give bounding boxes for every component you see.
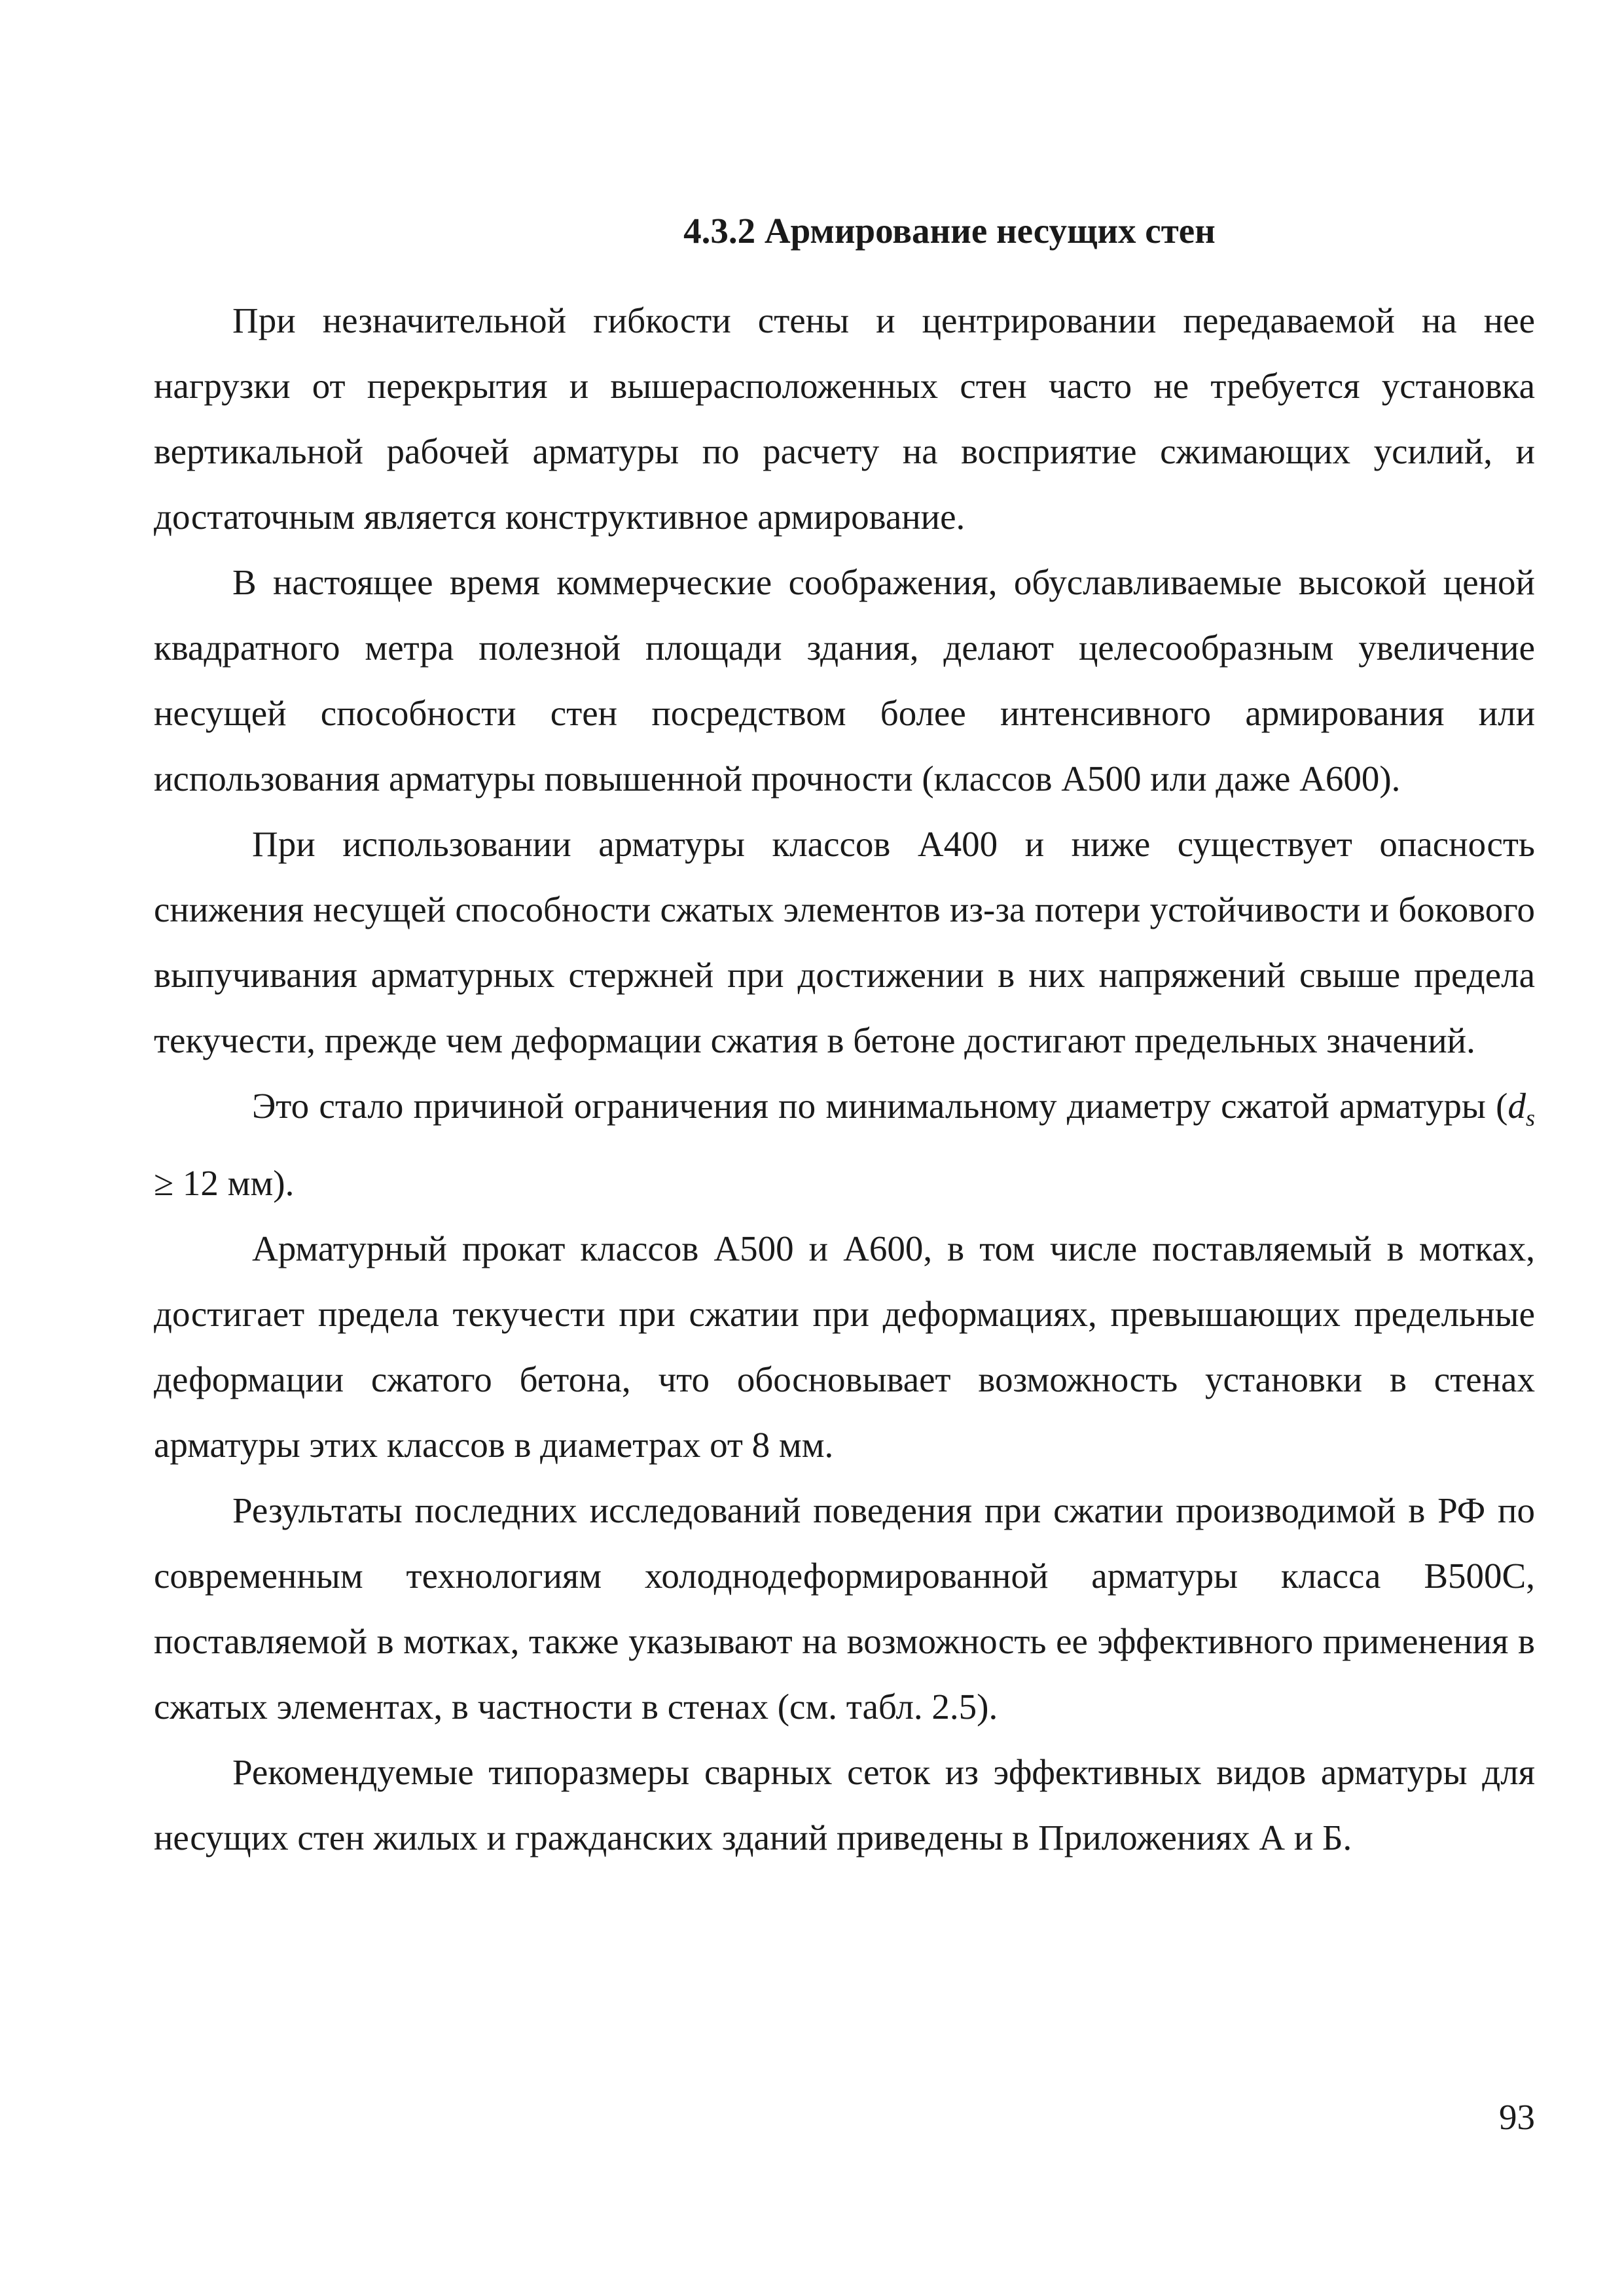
section-title: 4.3.2 Армирование несущих стен [683, 211, 1216, 251]
paragraph-4-text: Это стало причиной ограничения по минимальному диаметру сжатой арматуры ( [252, 1086, 1508, 1126]
paragraph-7: Рекомендуемые типоразмеры сварных сеток из эффективных видов арматуры для несущих стен жилых и гражданских зданий приведены в Приложениях А и Б. [154, 1752, 1535, 1857]
diameter-subscript: s [1525, 1105, 1535, 1131]
body-text [154, 288, 1535, 1871]
paragraph-2: В настоящее время коммерческие соображения, обуславливаемые высокой ценой квадратного метра полезной площади здания, делают целесообразным увеличение несущей способности стен посредством более интенсивного армирования или использования арматуры повышенной прочности (классов А500 или даже А600). [154, 562, 1535, 798]
paragraph-4-tail: ≥ 12 мм). [154, 1163, 295, 1203]
paragraph-6: Результаты последних исследований поведения при сжатии производимой в РФ по современным технологиям холоднодеформированной арматуры класса В500С, поставляемой в мотках, также указывают на возможность ее эффективного применения в сжатых элементах, в частности в стенах (см. табл. 2.5). [154, 1490, 1535, 1727]
paragraph-1: При незначительной гибкости стены и центрировании передаваемой на нее нагрузки от перекрытия и вышерасположенных стен часто не требуется установка вертикальной рабочей арматуры по расчету на восприятие сжимающих усилий, и достаточным является конструктивное армирование. [154, 300, 1535, 537]
diameter-symbol: d [1507, 1086, 1526, 1126]
paragraph-3: При использовании арматуры классов А400 и ниже существует опасность снижения несущей способности сжатых элементов из-за потери устойчивости и бокового выпучивания арматурных стержней при достижении в них напряжений свыше предела текучести, прежде чем деформации сжатия в бетоне достигают предельных значений. [154, 824, 1535, 1060]
paragraph-5: Арматурный прокат классов А500 и А600, в том числе поставляемый в мотках, достигает предела текучести при сжатии при деформациях, превышающих предельные деформации сжатого бетона, что обосновывает возможность установки в стенах арматуры этих классов в диаметрах от 8 мм. [154, 1229, 1535, 1465]
diameter-formula [1507, 1086, 1535, 1131]
paragraph-4 [154, 1073, 1535, 1216]
page-number: 93 [1499, 2097, 1535, 2137]
